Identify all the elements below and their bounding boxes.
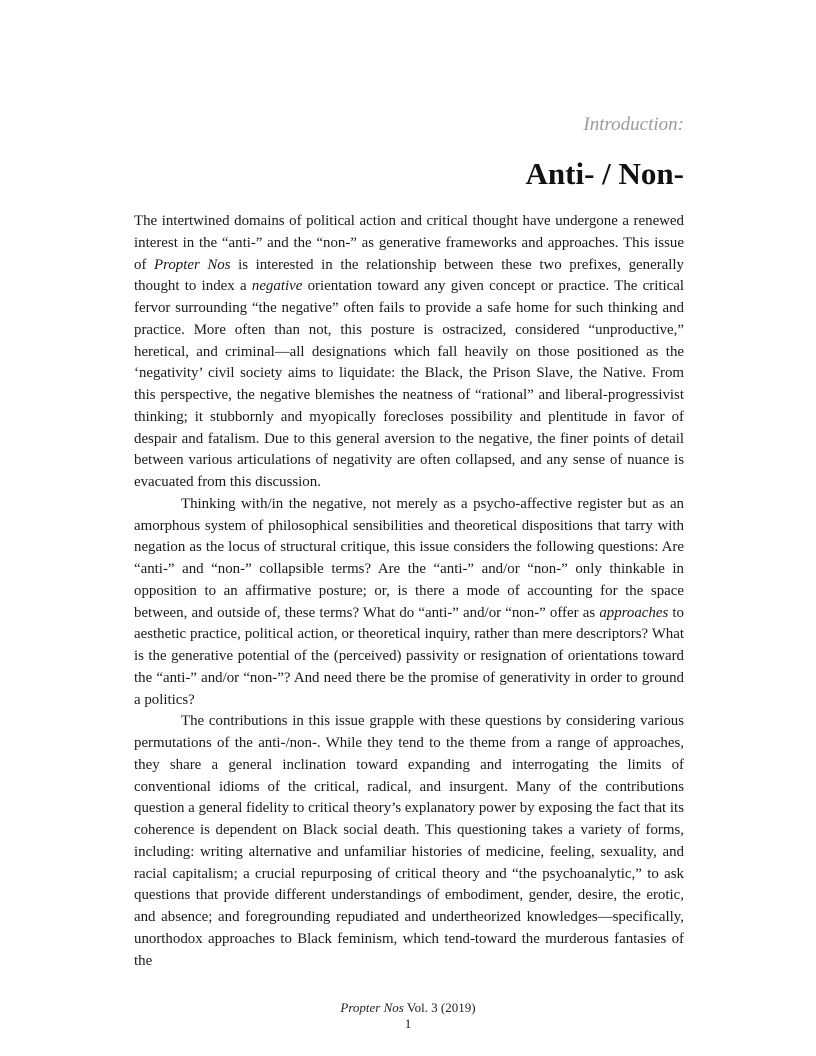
page-footer — [0, 1000, 816, 1015]
paragraph-text: to aesthetic practice, political action, or theoretical inquiry, rather than mere descriptors? What is the generative potential of the (perceived) passivity or resignation of orientations toward the “anti-” and/or “non-”? And need there be the promise of generativity in order to ground a politics? — [134, 604, 684, 708]
section-kicker: Introduction: — [583, 114, 684, 135]
journal-name: Propter Nos — [340, 1000, 404, 1015]
paragraph — [134, 711, 684, 972]
article-title: Anti- / Non- — [525, 156, 684, 191]
page — [134, 110, 684, 972]
paragraph-text: Thinking with/in the negative, not merely as a psycho-affective register but as an amorphous system of philosophical sensibilities and theoretical dispositions that tarry with negation as the locus of structural critique, this issue considers the following questions: Are “anti-” and “non-” collapsible terms? Are the “anti-” and/or “non-” only thinkable in opposition to an affirmative posture; or, is there a mode of accounting for the space between, and outside of, these terms? What do “anti-” and/or “non-” offer as — [134, 495, 684, 621]
journal-volume: Vol. 3 (2019) — [403, 1000, 476, 1015]
paragraph-text: The intertwined domains of political action and critical thought have undergone a renewed interest in the “anti-” and the “non-” as generative frameworks and approaches. This issue of — [134, 213, 684, 273]
article-body — [134, 211, 684, 972]
paragraph-text: is interested in the relationship between these two prefixes, generally thought to index a — [134, 256, 684, 295]
page-number: 1 — [404, 1016, 412, 1031]
italic-text: approaches — [599, 604, 669, 621]
paragraph-text: orientation toward any given concept or practice. The critical fervor surrounding “the negative” often fails to provide a safe home for such thinking and practice. More often than not, this posture is ostracized, considered “unproductive,” heretical, and criminal—all designations which fall heavily on those positioned as the ‘negativity’ civil society aims to liquidate: the Black, the Prison Slave, the Native. From this perspective, the negative blemishes the neatness of “rational” and liberal-progressivist thinking; it stubbornly and myopically forecloses possibility and plentitude in favor of despair and fatalism. Due to this general aversion to the negative, the finer points of detail between various articulations of negativity are often collapsed, and any sense of nuance is evacuated from this discussion. — [134, 278, 684, 490]
paragraph — [134, 211, 684, 494]
paragraph-text: The contributions in this issue grapple with these questions by considering various permutations of the anti-/non-. While they tend to the theme from a range of approaches, they share a general inclination toward expanding and interrogating the limits of conventional idioms of the critical, radical, and insurgent. Many of the contributions question a general fidelity to critical theory’s explanatory power by exposing the fact that its coherence is dependent on Black social death. This questioning takes a variety of forms, including: writing alternative and unfamiliar histories of medicine, feeling, sexuality, and racial capitalism; a crucial repurposing of critical theory and “the psychoanalytic,” to ask questions that provide different understandings of embodiment, gender, desire, the erotic, and absence; and foregrounding repudiated and undertheorized knowledges—specifically, unorthodox approaches to Black feminism, which tend-toward the murderous fantasies of the — [134, 713, 684, 969]
italic-text: Propter Nos — [154, 256, 231, 273]
italic-text: negative — [251, 278, 303, 295]
paragraph — [134, 494, 684, 712]
